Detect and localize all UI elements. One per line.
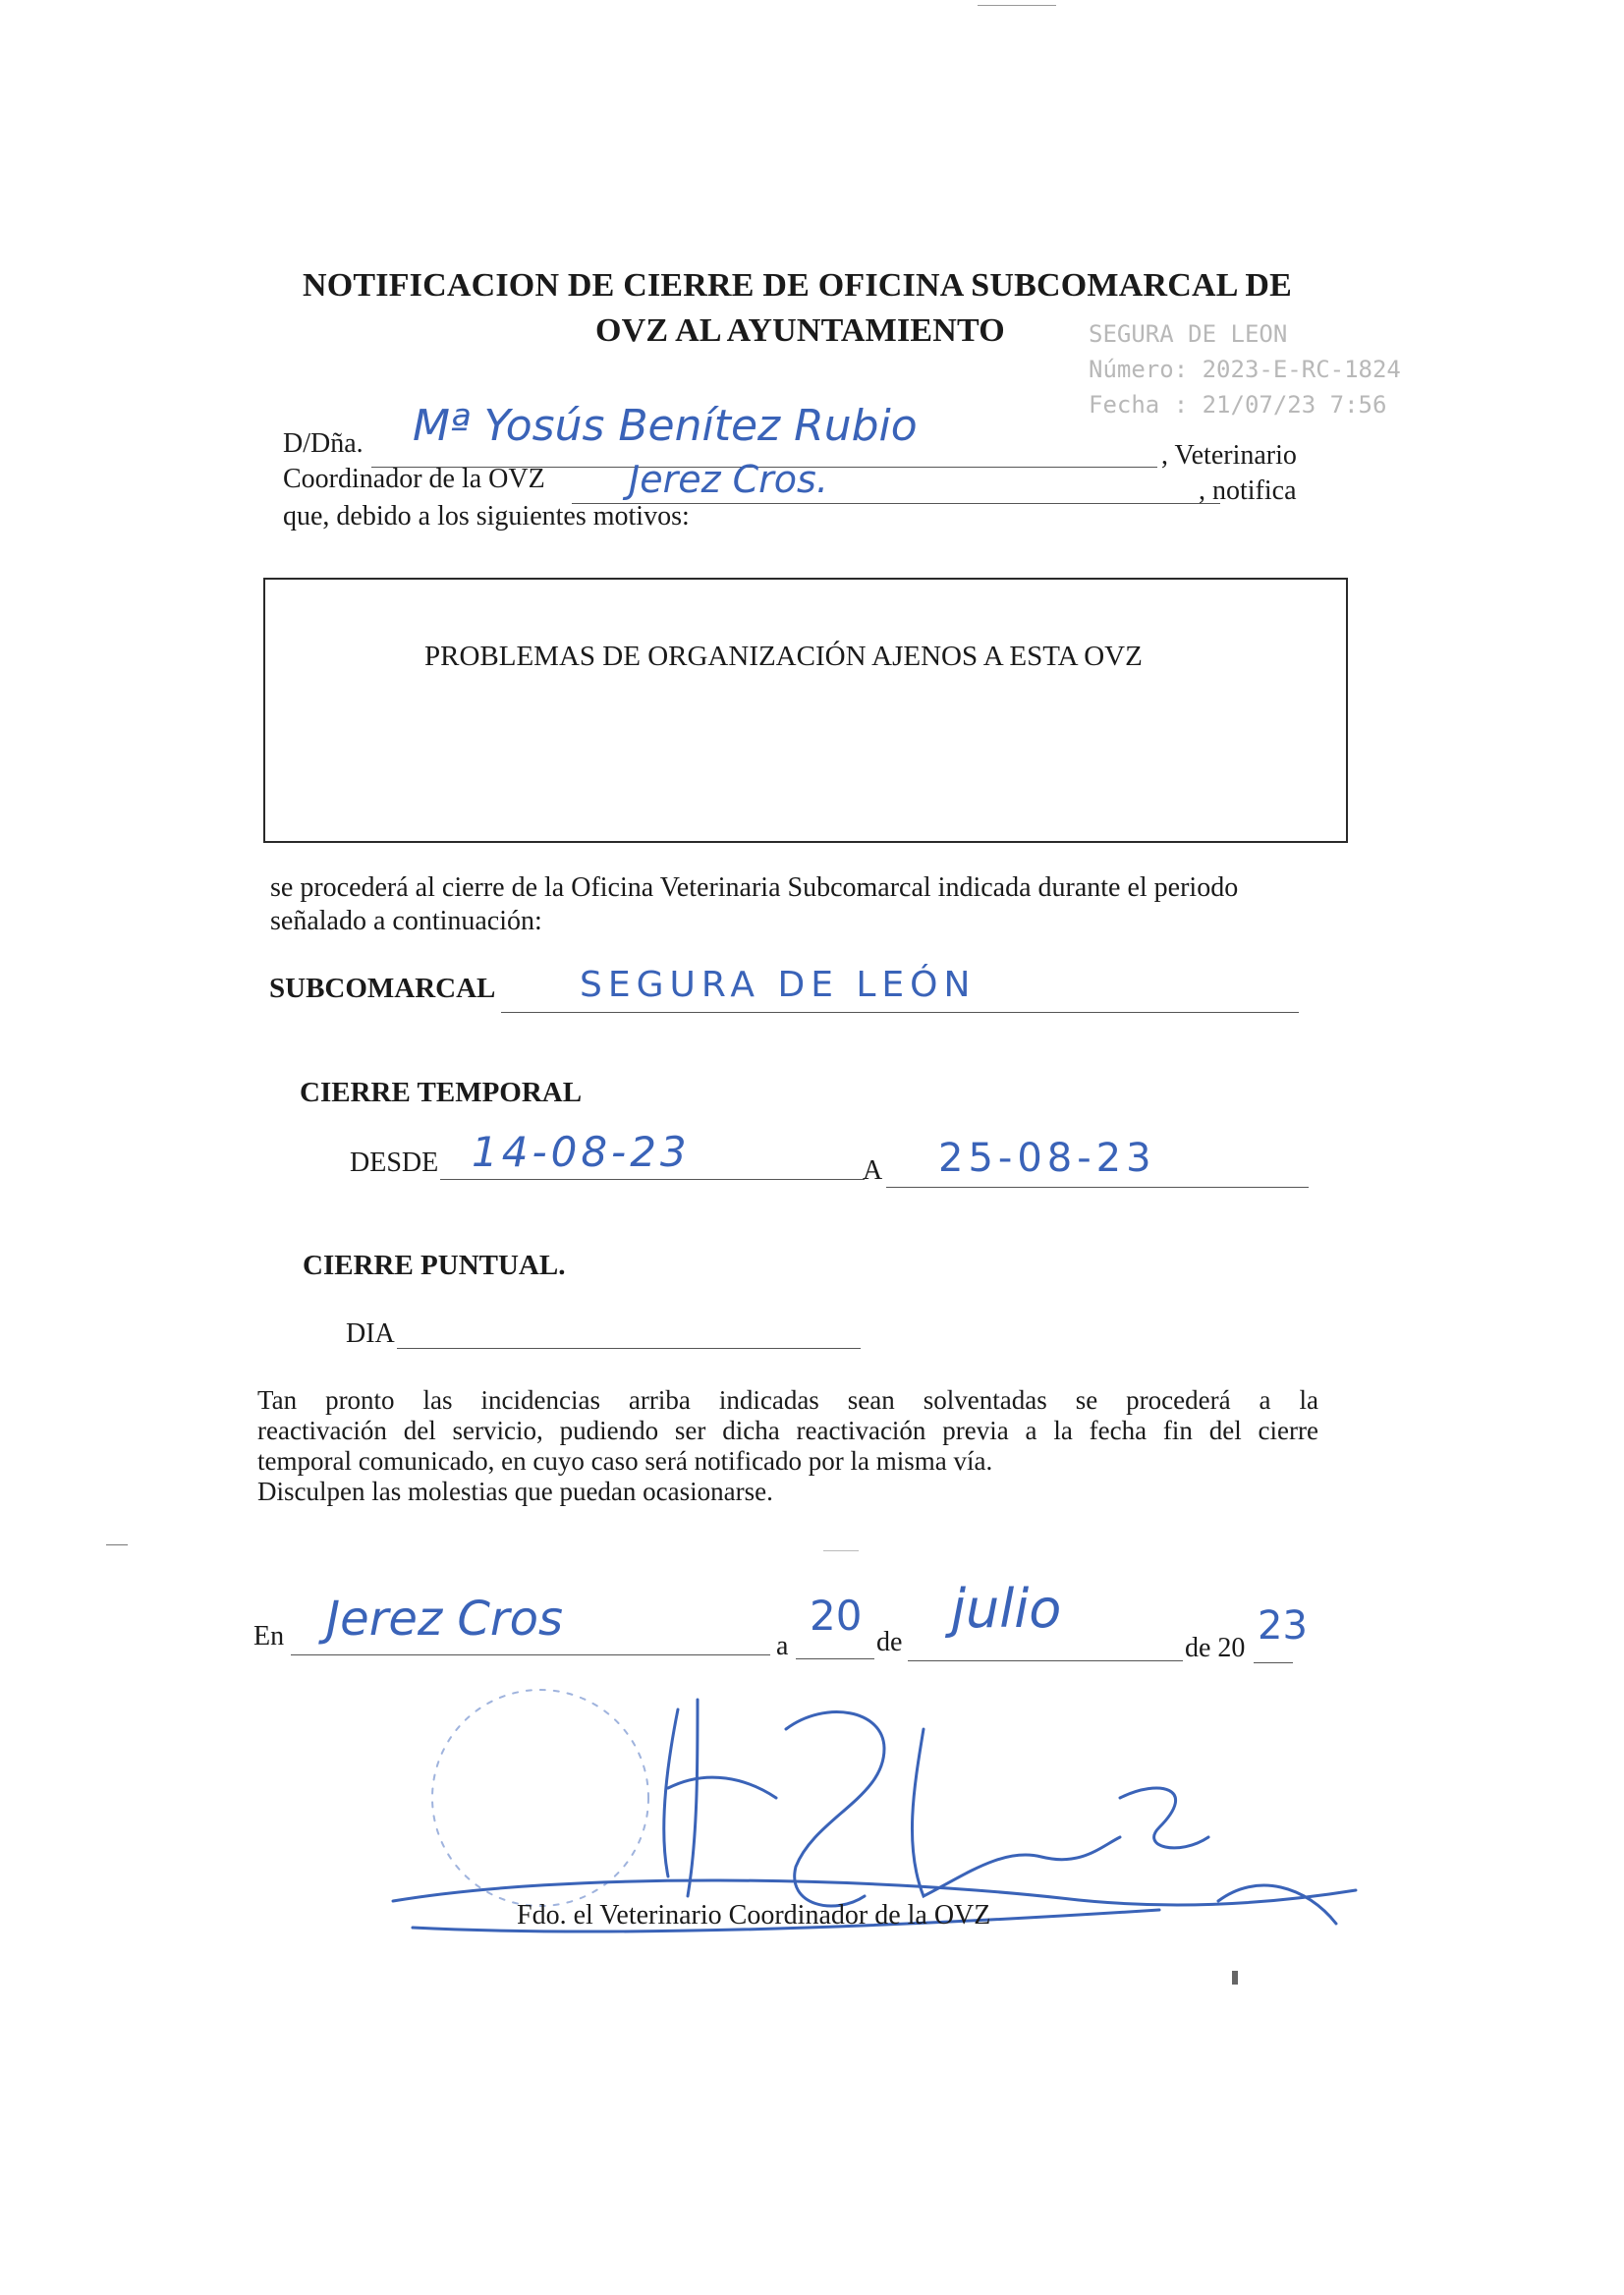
dia-label: DIA xyxy=(346,1318,395,1349)
closing-line-2: reactivación del servicio, pudiendo ser dicha reactivación previa a la fecha fin del cierre xyxy=(257,1416,1318,1445)
document-title-line2: OVZ AL AYUNTAMIENTO xyxy=(595,312,1005,349)
closing-paragraph xyxy=(257,1385,1318,1507)
scan-artifact-mark xyxy=(1232,1971,1238,1985)
scan-artifact-line xyxy=(978,5,1056,6)
cierre-temporal-heading: CIERRE TEMPORAL xyxy=(300,1077,583,1108)
official-seal-outline xyxy=(432,1690,648,1906)
desde-line xyxy=(440,1179,865,1180)
a-label: A xyxy=(863,1155,883,1186)
subcomarcal-handwritten: SEGURA DE LEÓN xyxy=(580,965,977,1005)
year-handwritten: 23 xyxy=(1258,1603,1308,1649)
year-label: de 20 xyxy=(1185,1633,1246,1663)
cierre-puntual-heading: CIERRE PUNTUAL. xyxy=(303,1250,566,1281)
signature-stroke-2 xyxy=(786,1712,884,1906)
signature-caption: Fdo. el Veterinario Coordinador de la OVZ xyxy=(517,1900,991,1931)
en-label: En xyxy=(253,1621,285,1651)
signature-stroke-4 xyxy=(1120,1788,1208,1848)
declarant-name-handwritten: Mª Yosús Benítez Rubio xyxy=(413,401,918,451)
year-line xyxy=(1254,1662,1293,1663)
subcomarcal-line xyxy=(501,1012,1299,1013)
ovz-handwritten: Jerez Cros. xyxy=(629,458,828,501)
signature-stroke-1 xyxy=(664,1700,776,1896)
desde-label: DESDE xyxy=(350,1148,439,1178)
signature-stroke-3 xyxy=(912,1729,1120,1896)
day-handwritten: 20 xyxy=(810,1592,863,1640)
motive-text: PROBLEMAS DE ORGANIZACIÓN AJENOS A ESTA OVZ xyxy=(424,641,1143,672)
closure-intro-line1: se procederá al cierre de la Oficina Veterinaria Subcomarcal indicada durante el periodo xyxy=(270,872,1239,903)
day-line xyxy=(796,1658,874,1659)
hasta-handwritten: 25-08-23 xyxy=(938,1136,1156,1181)
coordinator-label: Coordinador de la OVZ xyxy=(283,464,545,494)
document-title-line1: NOTIFICACION DE CIERRE DE OFICINA SUBCOMARCAL DE xyxy=(303,267,1293,304)
hasta-line xyxy=(886,1187,1309,1188)
motives-intro: que, debido a los siguientes motivos: xyxy=(283,501,690,532)
notifica-label: , notifica xyxy=(1199,476,1297,506)
stamp-line-1: SEGURA DE LEON xyxy=(1089,320,1288,348)
place-handwritten: Jerez Cros xyxy=(326,1592,564,1647)
stamp-line-2: Número: 2023-E-RC-1824 xyxy=(1089,356,1401,383)
subcomarcal-label: SUBCOMARCAL xyxy=(269,973,496,1004)
month-handwritten: julio xyxy=(951,1578,1062,1640)
a-date-label: a xyxy=(776,1631,789,1661)
scan-artifact-dash xyxy=(106,1544,128,1545)
scan-artifact-dash-2 xyxy=(823,1550,859,1551)
closing-line-1: Tan pronto las incidencias arriba indicadas sean solventadas se procederá a la xyxy=(257,1385,1318,1415)
closure-intro-line2: señalado a continuación: xyxy=(270,906,542,936)
place-line xyxy=(291,1654,770,1655)
motives-box xyxy=(263,578,1348,843)
de-label: de xyxy=(876,1627,903,1657)
dia-line xyxy=(397,1348,861,1349)
closing-line-3: temporal comunicado, en cuyo caso será notificado por la misma vía. xyxy=(257,1446,993,1476)
veterinario-label: , Veterinario xyxy=(1161,440,1297,471)
month-line xyxy=(908,1660,1183,1661)
stamp-line-3: Fecha : 21/07/23 7:56 xyxy=(1089,391,1387,419)
declarant-label: D/Dña. xyxy=(283,428,364,459)
desde-handwritten: 14-08-23 xyxy=(472,1128,691,1176)
closing-line-4: Disculpen las molestias que puedan ocasionarse. xyxy=(257,1477,773,1506)
registry-stamp xyxy=(1089,316,1401,422)
